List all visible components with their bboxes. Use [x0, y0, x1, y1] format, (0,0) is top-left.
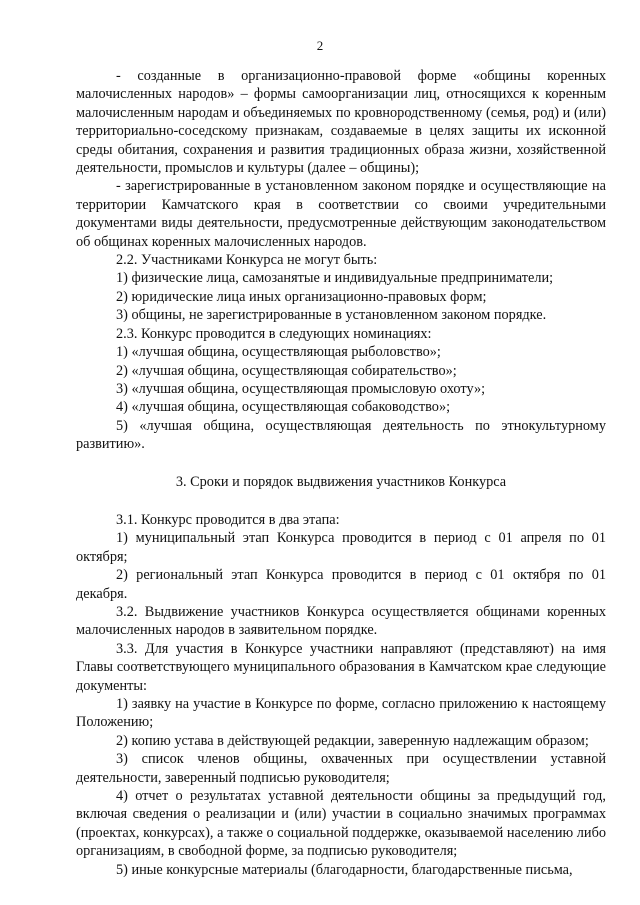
- paragraph: 5) иные конкурсные материалы (благодарности, благодарственные письма,: [116, 861, 573, 878]
- paragraph: 2) региональный этап Конкурса проводится в период с 01 октября по 01 декабря.: [76, 567, 606, 602]
- paragraph: 1) заявку на участие в Конкурсе по форме, согласно приложению к настоящему Положению;: [76, 696, 606, 731]
- paragraph: - созданные в организационно-правовой форме «общины коренных малочисленных народов» – формы самоорганизации лиц, относящихся к коренным малочисленным народам и объединяемых по кровнородственному (семья, род) и (или) территориально-соседскому признакам, создаваемые в целях защиты их исконной среды обитания, сохранения и развития традиционных образа жизни, хозяйственной деятельности, промыслов и культуры (далее – общины);: [76, 68, 606, 177]
- paragraph: 3) «лучшая община, осуществляющая промысловую охоту»;: [116, 380, 486, 397]
- paragraph: 1) муниципальный этап Конкурса проводится в период с 01 апреля по 01 октября;: [76, 530, 606, 565]
- paragraph: 4) «лучшая община, осуществляющая собаководство»;: [116, 399, 451, 416]
- paragraph: 3) список членов общины, охваченных при осуществлении уставной деятельности, заверенный подписью руководителя;: [76, 751, 606, 786]
- section-heading: 3. Сроки и порядок выдвижения участников Конкурса: [175, 473, 507, 490]
- paragraph: 3.1. Конкурс проводится в два этапа:: [116, 511, 340, 528]
- paragraph: 3.3. Для участия в Конкурсе участники направляют (представляют) на имя Главы соответствующего муниципального образования в Камчатском крае следующие документы:: [76, 640, 606, 694]
- page-number: 2: [316, 38, 324, 53]
- paragraph: 3) общины, не зарегистрированные в установленном законом порядке.: [116, 307, 547, 324]
- paragraph: 4) отчет о результатах уставной деятельности общины за предыдущий год, включая сведения о реализации и (или) участии в социально значимых программах (проектах, конкурсах), а также о социальной поддержке, оказываемой населению либо организациям, в свободной форме, за подписью руководителя;: [76, 788, 606, 860]
- paragraph: - зарегистрированные в установленном законом порядке и осуществляющие на территории Камчатского края в соответствии со своими учредительными документами виды деятельности, предусмотренные действующим законодательством об общинах коренных малочисленных народов.: [76, 178, 606, 250]
- paragraph: 2) копию устава в действующей редакции, заверенную надлежащим образом;: [116, 732, 589, 749]
- paragraph: 2.3. Конкурс проводится в следующих номинациях:: [116, 325, 432, 342]
- paragraph: 3.2. Выдвижение участников Конкурса осуществляется общинами коренных малочисленных народов в заявительном порядке.: [76, 603, 606, 639]
- paragraph: 1) «лучшая община, осуществляющая рыболовство»;: [116, 344, 441, 361]
- paragraph: 2) «лучшая община, осуществляющая собирательство»;: [116, 362, 457, 379]
- paragraph: 2) юридические лица иных организационно-правовых форм;: [116, 288, 487, 305]
- paragraph: 2.2. Участниками Конкурса не могут быть:: [116, 252, 378, 269]
- document-body: [76, 67, 606, 879]
- paragraph: 1) физические лица, самозанятые и индивидуальные предприниматели;: [116, 270, 554, 287]
- paragraph: 5) «лучшая община, осуществляющая деятельность по этнокультурному развитию».: [76, 417, 606, 453]
